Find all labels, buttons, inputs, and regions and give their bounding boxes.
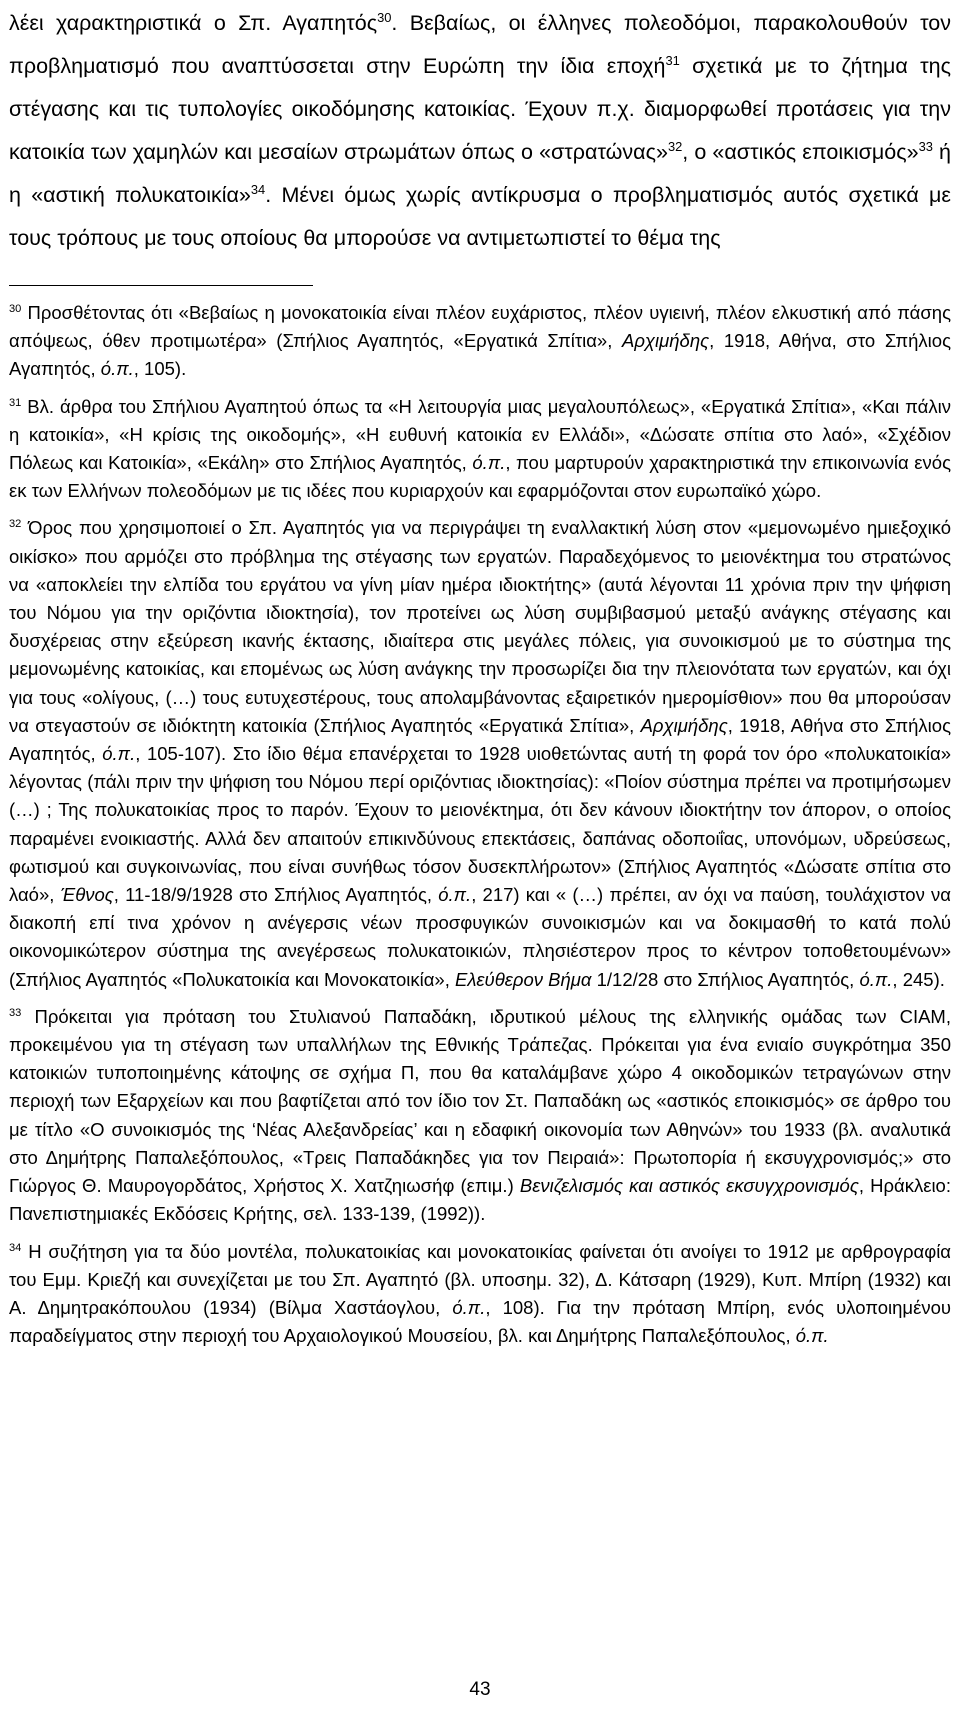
body-text-segment: . Μένει όμως χωρίς αντίκρυσμα ο προβληματισμός αυτός σχετικά με τους τρόπους με τους οποίους θα μπορούσε να αντιμετωπιστεί το θέμα της <box>9 183 951 250</box>
body-paragraph <box>9 0 951 260</box>
footnote-text: , Ηράκλειο: Πανεπιστημιακές Εκδόσεις Κρήτης, σελ. 133-139, (1992)). <box>9 1175 951 1225</box>
footnote-text: Όρος που χρησιμοποιεί ο Σπ. Αγαπητός για να περιγράψει τη εναλλακτική λύση στον «μεμονωμένο ημιεξοχικό οικίσκο» που αρμόζει στο πρόβλημα της στέγασης των εργατών. Παραδεχόμενος το μειονέκτημα του στρατώνος να «αποκλείει την ελπίδα του εργάτου να γίνη μίαν ημέρα ιδιοκτήτης» (αυτά λέγονται 11 χρόνια πριν την ψήφιση του Νόμου για την οριζόντια ιδιοκτησία), τον προτείνει ως λύση συμβιβασμού μεταξύ ανάγκης στέγασης και δυσχέρειας στην εξεύρεση ικανής έκτασης, ιδιαίτερα στις μεγάλες πόλεις, για συνοικισμού με το σύστημα της μεμονωμένης κατοικίας, και επομένως ως λύση ανάγκης την προσωρίζει δια την πλειονότατα των εργατών, και όχι για τους «ολίγους, (…) τους ευτυχεστέρους, τους απολαμβάνοντας εξαιρετικόν ημερομίσθιον» που θα μπορούσαν να στεγαστούν σε ιδιόκτητη κατοικία (Σπήλιος Αγαπητός «Εργατικά Σπίτια», <box>9 517 951 736</box>
footnote-separator <box>9 285 313 286</box>
footnote-text: Βλ. άρθρα του Σπήλιου Αγαπητού όπως τα «Η λειτουργία μιας μεγαλουπόλεως», «Εργατικά Σπίτια», «Και πάλιν η κατοικία», «Η κρίσις της οικοδομής», «Η ευθυνή κατοικία εν Ελλάδι», «Δώσατε σπίτια στο λαό», «Σχέδιον Πόλεως και Κατοικία», «Εκάλη» στο Σπήλιος Αγαπητός, <box>9 395 951 474</box>
footnote-number: 33 <box>9 1006 22 1019</box>
footnote-ref-30[interactable]: 30 <box>377 9 392 25</box>
footnote-italic: ό.π. <box>859 968 893 990</box>
body-text-segment: ή η «αστική πολυκατοικία» <box>9 140 951 207</box>
footnote-italic: Έθνος <box>60 884 114 906</box>
footnote-text: , 108). Για την πρόταση Μπίρη, ενός υλοποιημένου παραδείγματος στην περιοχή του Αρχαιολογικού Μουσείου, βλ. και Δημήτρης Παπαλεξόπουλος, <box>9 1296 951 1347</box>
footnote-number: 32 <box>9 518 22 531</box>
footnote-italic: Βενιζελισμός και αστικός εκσυγχρονισμός <box>519 1175 859 1197</box>
footnote-text: , 1918, Αθήνα, στο Σπήλιος Αγαπητός, <box>9 330 951 380</box>
page-number: 43 <box>469 1679 491 1700</box>
footnote-italic: ό.π. <box>100 358 134 380</box>
body-text-segment: σχετικά με το ζήτημα της στέγασης και τις τυπολογίες οικοδόμησης κατοικίας. Έχουν π.χ. διαμορφωθεί προτάσεις για την κατοικία των χαμηλών και μεσαίων στρωμάτων όπως ο «στρατώνας» <box>9 54 951 164</box>
footnote-italic: ό.π. <box>472 452 506 474</box>
footnote-text: Πρόκειται για πρόταση του Στυλιανού Παπαδάκη, ιδρυτικού μέλους της ελληνικής ομάδας των CIAM, προκειμένου για τη στέγαση των υπαλλήλων της Εθνικής Τράπεζας. Πρόκειται για ένα ενιαίο συγκρότημα 350 κατοικιών τυποποιημένης κάτοψης σε σχήμα Π, που θα καταλάμβανε χώρο 4 οικοδομικών τετραγώνων στην περιοχή των Εξαρχείων και που βαφτίζεται από τον ίδιο τον Στ. Παπαδάκη ως «αστικός εποικισμός» σε άρθρο του με τίτλο «Ο συνοικισμός της ‘Νέας Αλεξανδρείας’ και η εδαφική οικονομία των Αθηνών» του 1933 (βλ. αναλυτικά στο Δημήτρης Παπαλεξόπουλος, «Τρεις Παπαδάκηδες για τον Πειραιά»: Πρωτοπορία ή εκσυγχρονισμός;» στο Γιώργος Θ. Μαυρογορδάτος, Χρήστος Χ. Χατζηιωσήφ (επιμ.) <box>9 1005 951 1197</box>
footnote-text: , 11-18/9/1928 στο Σπήλιος Αγαπητός, <box>113 884 439 906</box>
footnote-33 <box>9 1003 951 1229</box>
footnote-italic: Ελεύθερον Βήμα <box>454 968 592 990</box>
footnote-ref-32[interactable]: 32 <box>667 138 683 154</box>
footnote-32 <box>9 514 951 993</box>
footnote-31 <box>9 393 951 506</box>
footnote-italic: Αρχιμήδης <box>622 330 710 352</box>
footnote-text: , που μαρτυρούν χαρακτηριστικά την επικοινωνία ενός εκ των Ελλήνων πολεοδόμων με τις ιδέες που κυριαρχούν και εφαρμόζονται στον ευρωπαϊκό χώρο. <box>9 452 951 502</box>
body-text-segment: , ο «αστικός εποικισμός» <box>682 140 919 164</box>
body-text-segment: λέει χαρακτηριστικά ο Σπ. Αγαπητός <box>9 11 378 35</box>
footnote-text: , 245). <box>892 968 945 990</box>
footnote-text: Προσθέτοντας ότι «Βεβαίως η μονοκατοικία είναι πλέον ευχάριστος, πλέον υγιεινή, πλέον ελκυστική από πάσης απόψεως, όθεν προτιμωτέρα» (Σπήλιος Αγαπητός, «Εργατικά Σπίτια», <box>9 302 951 352</box>
footnote-number: 30 <box>9 302 22 315</box>
footnote-number: 34 <box>9 1241 22 1254</box>
footnote-italic: ό.π. <box>438 884 472 906</box>
footnote-text: , 105). <box>133 358 187 380</box>
footnote-number: 31 <box>9 396 22 409</box>
footnote-text: , 217) και « (…) πρέπει, αν όχι να παύση, τουλάχιστον να διακοπή επί τινα χρόνον η ανέγερσις νέων προσφυγικών συνοικισμών και να δοκιμασθή το κατά πολύ οικονομικώτερον σύστημα της ανεγέρσεως πολυκατοικιών, πλησιέστερον προς το κέντρον τοποθετουμένων» (Σπήλιος Αγαπητός «Πολυκατοικία και Μονοκατοικία», <box>9 884 951 990</box>
footnote-30 <box>9 299 951 384</box>
footnote-italic: Αρχιμήδης <box>640 714 728 736</box>
body-text-segment: . Βεβαίως, οι έλληνες πολεοδόμοι, παρακολουθούν τον προβληματισμό που αναπτύσσεται στην Ευρώπη την ίδια εποχή <box>9 11 951 78</box>
footnote-italic: ό.π. <box>452 1296 486 1318</box>
footnote-text: , 105-107). Στο ίδιο θέμα επανέρχεται το 1928 υιοθετώντας αυτή τη φορά τον όρο «πολυκατοικία» λέγοντας (πάλι πριν την ψήφιση του Νόμου περί οριζόντιας ιδιοκτησίας): «Ποίον σύστημα πρέπει να προτιμήσωμεν (…) ; Της πολυκατοικίας προς το παρόν. Έχουν το μειονέκτημα, ότι δεν κάνουν ιδιοκτήτην τον άπορον, ο οποίος παραμένει ενοικιαστής. Αλλά δεν απαιτούν επικινδύνους επεκτάσεις, δαπάνας οδοποιΐας, υπονόμων, υδρεύσεως, φωτισμού και συγκοινωνίας, που είναι συνήθως τόσον δυσεκπλήρωτον» (Σπήλιος Αγαπητός «Δώσατε σπίτια στο λαό», <box>9 743 951 906</box>
footnote-italic: ό.π. <box>795 1325 829 1347</box>
footnote-ref-31[interactable]: 31 <box>665 52 680 68</box>
footnote-ref-33[interactable]: 33 <box>918 138 933 154</box>
footnote-ref-34[interactable]: 34 <box>250 181 266 197</box>
footnote-text: 1/12/28 στο Σπήλιος Αγαπητός, <box>591 968 860 990</box>
footnote-34 <box>9 1238 951 1351</box>
footnote-italic: ό.π. <box>102 743 136 765</box>
footnote-text: , 1918, Αθήνα στο Σπήλιος Αγαπητός, <box>9 714 951 765</box>
footnote-text: Η συζήτηση για τα δύο μοντέλα, πολυκατοικίας και μονοκατοικίας φαίνεται ότι ανοίγει το 1912 με αρθρογραφία του Εμμ. Κριεζή και συνεχίζεται με του Σπ. Αγαπητό (βλ. υποσημ. 32), Δ. Κάτσαρη (1929), Κυπ. Μπίρη (1932) και Α. Δημητρακόπουλου (1934) (Βίλμα Χαστάογλου, <box>9 1240 951 1318</box>
